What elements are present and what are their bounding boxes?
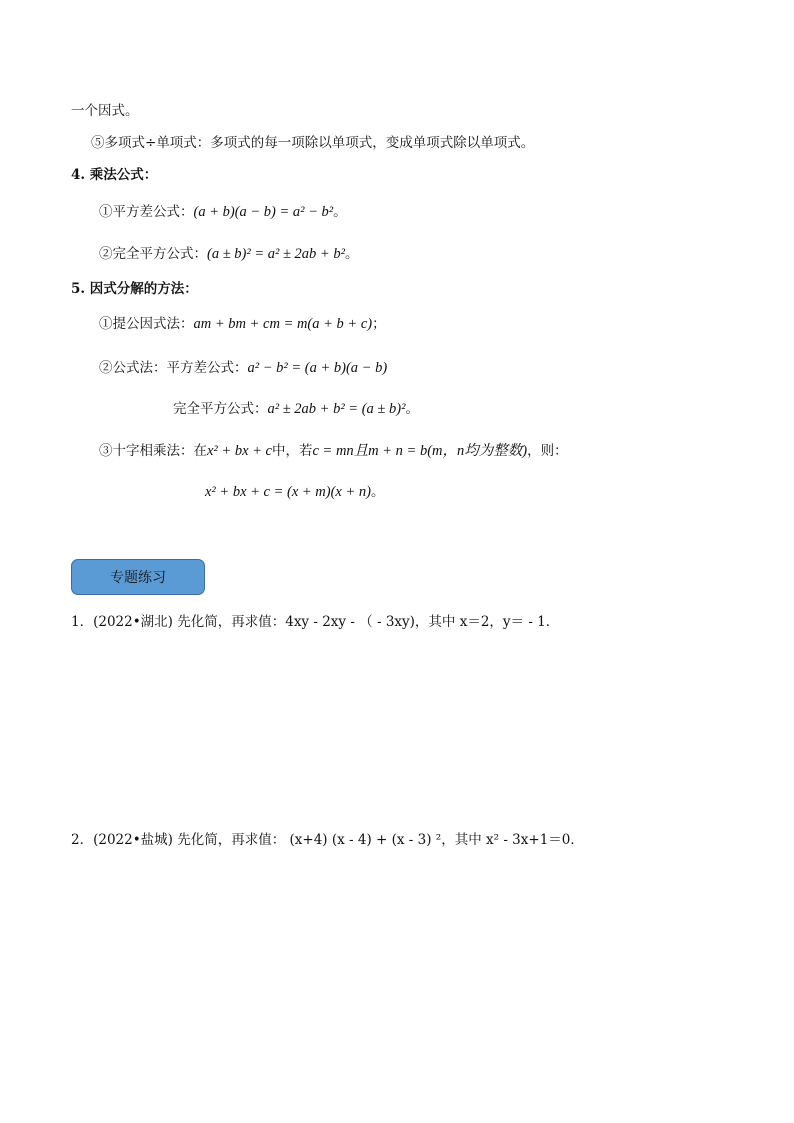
formula-label: ①平方差公式： (99, 204, 194, 220)
formula-label: ③十字相乘法：在 (99, 443, 207, 459)
formula: (a ± b)² = a² ± 2ab + b² (207, 246, 345, 262)
formula-label: ，则： (527, 443, 568, 459)
formula: x² + bx + c = (x + m)(x + n) (205, 484, 371, 500)
formula-label: ①提公因式法： (99, 316, 194, 332)
formula: am + bm + cm = m(a + b + c) (193, 316, 373, 332)
badge-label: 专题练习 (110, 570, 166, 586)
formula-line: ①提公因式法：am + bm + cm = m(a + b + c)； (99, 316, 386, 332)
formula: c = mn且m + n = b(m，n均为整数) (312, 443, 528, 459)
section-heading-5: 5. 因式分解的方法： (71, 281, 198, 297)
section-heading-4: 4. 乘法公式： (71, 167, 158, 183)
text-line: 一个因式。 (71, 103, 139, 119)
question-1: 1．(2022•湖北) 先化简，再求值：4xy - 2xy - （ - 3xy)，其中 x＝2，y＝ - 1． (71, 614, 560, 630)
formula: (a + b)(a − b) = a² − b² (193, 204, 334, 220)
formula-line (99, 441, 568, 461)
formula-line (99, 358, 387, 378)
formula-label: ②公式法：平方差公式： (99, 360, 248, 376)
section-badge (71, 559, 205, 595)
formula-label: 中，若 (271, 443, 313, 459)
formula: a² ± 2ab + b² = (a ± b)² (267, 401, 406, 417)
formula-label: 完全平方公式： (173, 401, 268, 417)
formula-line: ①平方差公式：(a + b)(a − b) = a² − b²。 (99, 204, 347, 220)
formula-label: ②完全平方公式： (99, 246, 207, 262)
formula-line: ②完全平方公式：(a ± b)² = a² ± 2ab + b²。 (99, 246, 359, 262)
formula: x² + bx + c (207, 443, 272, 459)
formula-line: x² + bx + c = (x + m)(x + n)。 (205, 484, 385, 500)
text-line: ⑤多项式÷单项式：多项式的每一项除以单项式，变成单项式除以单项式。 (91, 135, 535, 151)
formula-line: 完全平方公式：a² ± 2ab + b² = (a ± b)²。 (173, 401, 419, 417)
formula: a² − b² = (a + b)(a − b) (247, 360, 388, 376)
question-2: 2．(2022•盐城) 先化简，再求值： (x+4) (x - 4) + (x - 3) ²，其中 x² - 3x+1＝0． (71, 832, 584, 848)
